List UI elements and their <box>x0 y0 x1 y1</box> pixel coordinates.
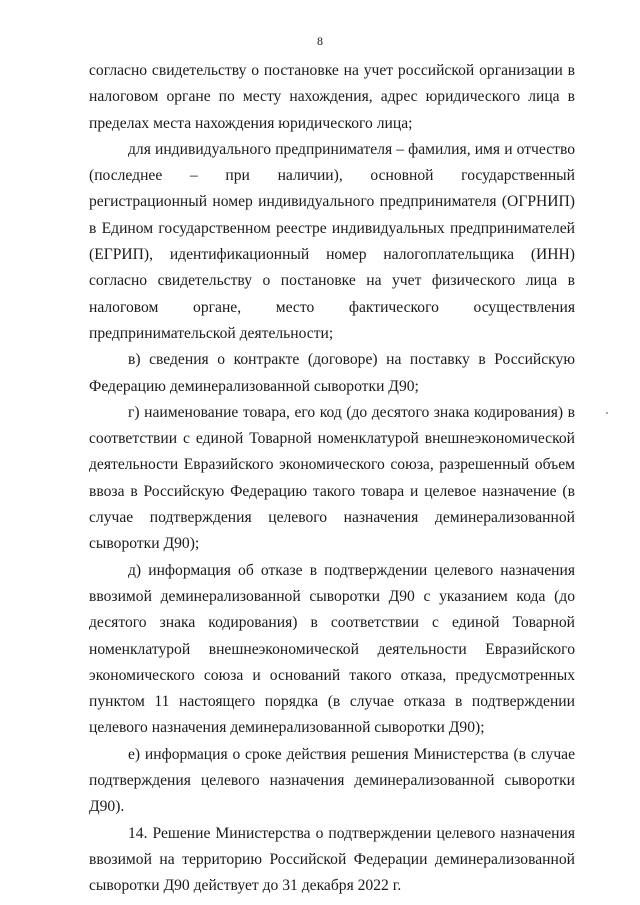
paragraph-item-v-contract: в) сведения о контракте (договоре) на поставку в Российскую Федерацию деминерализованной сыворотки Д90; <box>89 351 575 395</box>
page-number: 8 <box>317 34 323 48</box>
document-body <box>89 58 575 900</box>
paragraph-clause-14: 14. Решение Министерства о подтверждении целевого назначения ввозимой на территорию Российской Федерации деминерализованной сыворотки Д90 действует до 31 декабря 2022 г. <box>89 824 575 895</box>
paragraph-item-g-goods: г) наименование товара, его код (до десятого знака кодирования) в соответствии с единой Товарной номенклатурой внешнеэкономической деятельности Евразийского экономического союза, разрешенный объем ввоза в Российскую Федерацию такого товара и целевое назначение (в случае подтверждения целевого назначения деминерализованной сыворотки Д90); <box>89 403 575 553</box>
paragraph-organization-registration: согласно свидетельству о постановке на учет российской организации в налоговом органе по месту нахождения, адрес юридического лица в пределах места нахождения юридического лица; <box>89 62 575 132</box>
paragraph-item-e-validity: е) информация о сроке действия решения Министерства (в случае подтверждения целевого назначения деминерализованной сыворотки Д90). <box>89 745 575 816</box>
scan-artifact-dot <box>606 412 608 414</box>
paragraph-item-d-refusal: д) информация об отказе в подтверждении целевого назначения ввозимой деминерализованной сыворотки Д90 с указанием кода (до десятого знака кодирования) в соответствии с единой Товарной номенклатурой внешнеэкономической деятельности Евразийского экономического союза и оснований такого отказа, предусмотренных пунктом 11 настоящего порядка (в случае отказа в подтверждении целевого назначения деминерализованной сыворотки Д90); <box>89 561 575 737</box>
paragraph-individual-entrepreneur: для индивидуального предпринимателя – фамилия, имя и отчество (последнее – при наличии), основной государственный регистрационный номер индивидуального предпринимателя (ОГРНИП) в Едином государственном реестре индивидуальных предпринимателей (ЕГРИП), идентификационный номер налогоплательщика (ИНН) согласно свидетельству о постановке на учет физического лица в налоговом органе, место фактического осуществления предпринимательской деятельности; <box>89 140 575 342</box>
